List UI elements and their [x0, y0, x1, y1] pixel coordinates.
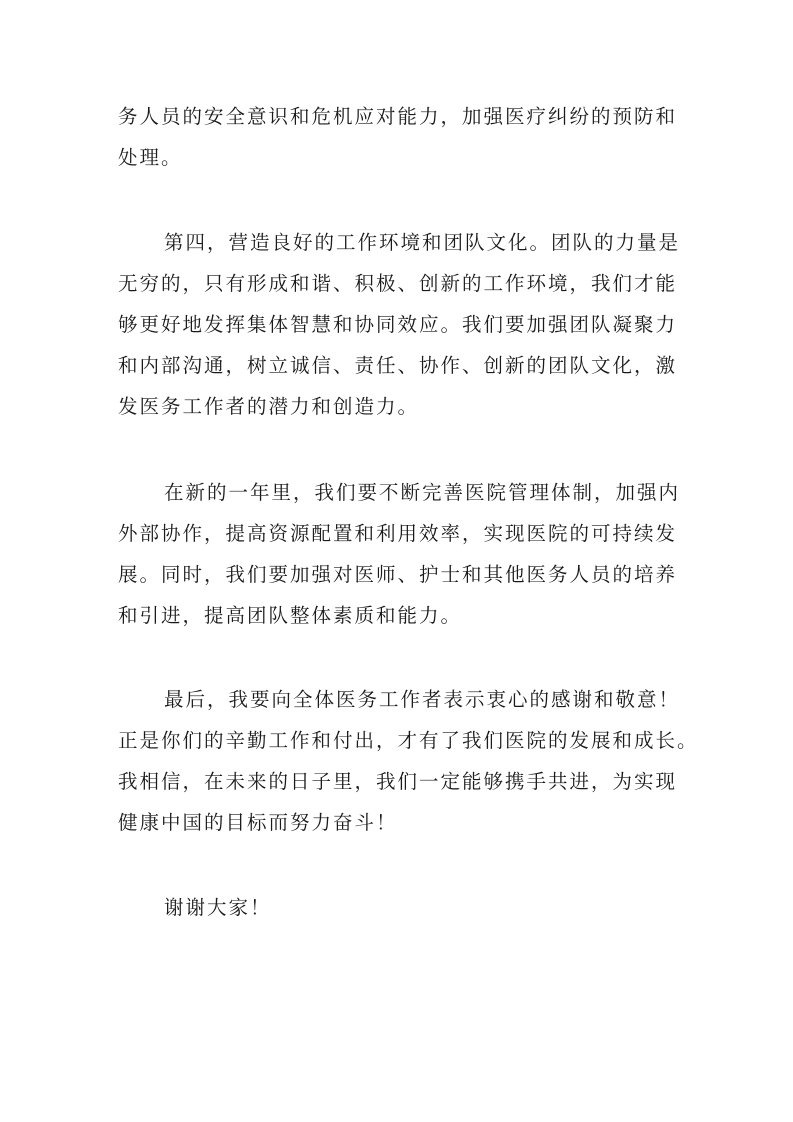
paragraph-line: 够更好地发挥集体智慧和协同效应。我们要加强团队凝聚力 — [118, 313, 678, 336]
paragraph-line: 我相信，在未来的日子里，我们一定能够携手共进，为实现 — [118, 770, 678, 793]
paragraph-line: 在新的一年里，我们要不断完善医院管理体制，加强内 — [164, 481, 681, 504]
paragraph-line: 第四，营造良好的工作环境和团队文化。团队的力量是 — [164, 231, 681, 254]
paragraph-line: 健康中国的目标而努力奋斗！ — [118, 811, 398, 834]
closing-line: 谢谢大家！ — [164, 896, 272, 919]
paragraph-line: 无穷的，只有形成和谐、积极、创新的工作环境，我们才能 — [118, 272, 678, 295]
paragraph-1 — [118, 96, 678, 178]
paragraph-line: 外部协作，提高资源配置和利用效率，实现医院的可持续发 — [118, 522, 678, 545]
paragraph-line: 正是你们的辛勤工作和付出，才有了我们医院的发展和成长。 — [118, 729, 699, 752]
paragraph-line: 最后，我要向全体医务工作者表示衷心的感谢和敬意！ — [164, 688, 681, 711]
paragraph-line: 和内部沟通，树立诚信、责任、协作、创新的团队文化，激 — [118, 354, 678, 377]
paragraph-line: 发医务工作者的潜力和创造力。 — [118, 395, 420, 418]
paragraph-5 — [118, 887, 678, 928]
paragraph-line: 务人员的安全意识和危机应对能力，加强医疗纠纷的预防和 — [118, 105, 678, 128]
paragraph-line: 展。同时，我们要加强对医师、护士和其他医务人员的培养 — [118, 563, 678, 586]
paragraph-2 — [118, 222, 681, 427]
paragraph-3 — [118, 472, 681, 636]
paragraph-4 — [118, 679, 699, 843]
paragraph-line: 和引进，提高团队整体素质和能力。 — [118, 604, 463, 627]
paragraph-line: 处理。 — [118, 146, 183, 169]
